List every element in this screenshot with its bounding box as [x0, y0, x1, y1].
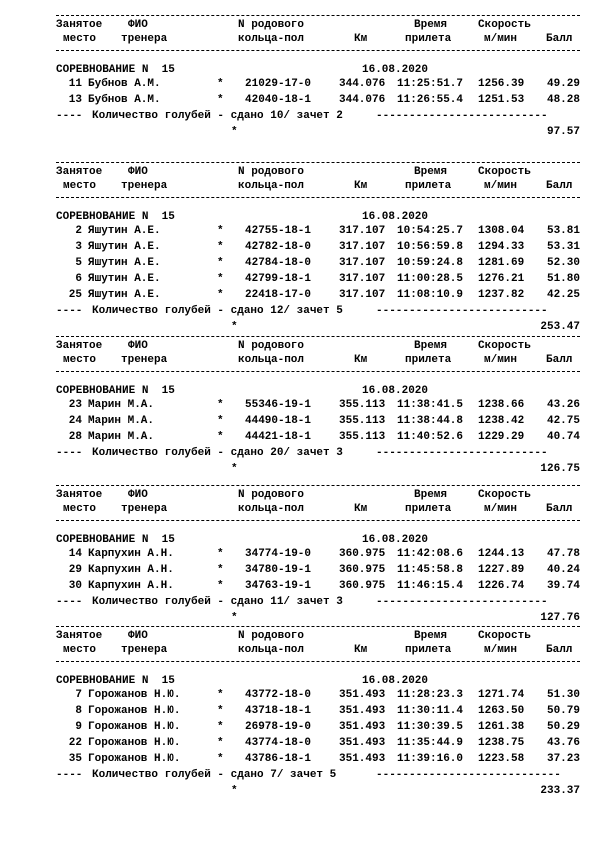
bird-mark: * [217, 241, 224, 253]
header-name-2: тренера [121, 354, 168, 366]
header-km: Км [354, 354, 368, 366]
top-rule [56, 626, 580, 627]
header-speed: Скорость [478, 630, 531, 642]
bird-row [0, 547, 600, 561]
bird-place: 5 [75, 257, 82, 269]
bird-ring: 42799-18-1 [245, 273, 312, 285]
summary-text: Количество голубей - сдано 7/ зачет 5 [92, 769, 337, 781]
header-ring-2: кольца-пол [238, 503, 305, 515]
bird-score: 50.29 [546, 721, 580, 733]
bird-name: Горожанов Н.Ю. [88, 721, 181, 733]
bird-row [0, 704, 600, 718]
bird-ring: 34780-19-1 [245, 564, 312, 576]
competition-row [0, 533, 600, 547]
bird-speed: 1261.38 [478, 721, 525, 733]
header-score: Балл [546, 503, 573, 515]
total-score: 127.76 [540, 612, 580, 624]
header-km: Км [354, 180, 368, 192]
bird-mark: * [217, 705, 224, 717]
summary-fill: -------------------------- [376, 447, 548, 459]
bird-name: Бубнов А.М. [88, 94, 161, 106]
header-speed-2: м/мин [484, 33, 518, 45]
bird-place: 13 [68, 94, 82, 106]
total-mark: * [231, 321, 238, 333]
header-rule [56, 520, 580, 521]
bird-km: 344.076 [339, 94, 386, 106]
header-name-2: тренера [121, 503, 168, 515]
bird-ring: 42784-18-0 [245, 257, 312, 269]
header-ring: N родового [238, 630, 305, 642]
header-time: Время [414, 166, 448, 178]
bird-score: 52.30 [546, 257, 580, 269]
bird-km: 317.107 [339, 257, 386, 269]
bird-time: 11:25:51.7 [397, 78, 464, 90]
header-row-1 [0, 339, 600, 353]
bird-time: 11:08:10.9 [397, 289, 464, 301]
bird-name: Горожанов Н.Ю. [88, 737, 181, 749]
bird-name: Горожанов Н.Ю. [88, 753, 181, 765]
bird-score: 40.74 [546, 431, 580, 443]
bird-row [0, 563, 600, 577]
header-speed: Скорость [478, 19, 531, 31]
bird-ring: 44490-18-1 [245, 415, 312, 427]
bird-km: 360.975 [339, 564, 386, 576]
bird-score: 53.31 [546, 241, 580, 253]
header-name: ФИО [128, 489, 148, 501]
competition-row [0, 674, 600, 688]
bird-place: 8 [75, 705, 82, 717]
bird-score: 51.80 [546, 273, 580, 285]
top-rule [56, 485, 580, 486]
header-ring: N родового [238, 340, 305, 352]
summary-fill: -------------------------- [376, 110, 548, 122]
total-row [0, 320, 600, 334]
bird-place: 25 [68, 289, 82, 301]
bird-name: Горожанов Н.Ю. [88, 705, 181, 717]
header-time: Время [414, 19, 448, 31]
bird-time: 11:40:52.6 [397, 431, 464, 443]
bird-time: 11:30:39.5 [397, 721, 464, 733]
header-km: Км [354, 644, 368, 656]
bird-row [0, 240, 600, 254]
header-row-2 [0, 502, 600, 516]
bird-score: 43.76 [546, 737, 580, 749]
bird-km: 344.076 [339, 78, 386, 90]
bird-speed: 1251.53 [478, 94, 525, 106]
header-ring-2: кольца-пол [238, 644, 305, 656]
bird-name: Карпухин А.Н. [88, 580, 174, 592]
summary-row [0, 768, 600, 782]
bird-name: Яшутин А.Е. [88, 241, 161, 253]
bird-ring: 34763-19-1 [245, 580, 312, 592]
top-rule [56, 336, 580, 337]
bird-score: 47.78 [546, 548, 580, 560]
bird-time: 11:35:44.9 [397, 737, 464, 749]
bird-mark: * [217, 257, 224, 269]
summary-text: Количество голубей - сдано 11/ зачет 3 [92, 596, 343, 608]
bird-score: 42.75 [546, 415, 580, 427]
bird-mark: * [217, 753, 224, 765]
bird-speed: 1238.66 [478, 399, 525, 411]
bird-time: 11:00:28.5 [397, 273, 464, 285]
bird-score: 49.29 [546, 78, 580, 90]
header-speed: Скорость [478, 166, 531, 178]
header-rule [56, 197, 580, 198]
summary-row [0, 595, 600, 609]
header-name-2: тренера [121, 33, 168, 45]
bird-score: 53.81 [546, 225, 580, 237]
bird-name: Карпухин А.Н. [88, 548, 174, 560]
bird-row [0, 752, 600, 766]
bird-km: 351.493 [339, 721, 386, 733]
bird-ring: 42040-18-1 [245, 94, 312, 106]
header-place: Занятое [56, 19, 103, 31]
competition-label: СОРЕВНОВАНИЕ N 15 [56, 675, 175, 687]
bird-ring: 34774-19-0 [245, 548, 312, 560]
header-row-1 [0, 488, 600, 502]
bird-row [0, 256, 600, 270]
bird-time: 10:56:59.8 [397, 241, 464, 253]
header-speed: Скорость [478, 340, 531, 352]
bird-ring: 21029-17-0 [245, 78, 312, 90]
header-row-2 [0, 32, 600, 46]
bird-ring: 22418-17-0 [245, 289, 312, 301]
competition-label: СОРЕВНОВАНИЕ N 15 [56, 385, 175, 397]
header-speed-2: м/мин [484, 644, 518, 656]
bird-km: 355.113 [339, 431, 386, 443]
total-row [0, 784, 600, 798]
header-place: Занятое [56, 489, 103, 501]
bird-score: 50.79 [546, 705, 580, 717]
header-time-2: прилета [405, 180, 452, 192]
bird-score: 42.25 [546, 289, 580, 301]
competition-date: 16.08.2020 [362, 64, 429, 76]
competition-label: СОРЕВНОВАНИЕ N 15 [56, 64, 175, 76]
total-score: 97.57 [546, 126, 580, 138]
bird-ring: 55346-19-1 [245, 399, 312, 411]
bird-row [0, 272, 600, 286]
bird-km: 351.493 [339, 737, 386, 749]
bird-speed: 1256.39 [478, 78, 525, 90]
bird-row [0, 720, 600, 734]
bird-place: 24 [68, 415, 82, 427]
total-mark: * [231, 126, 238, 138]
bird-score: 43.26 [546, 399, 580, 411]
header-score: Балл [546, 33, 573, 45]
bird-speed: 1276.21 [478, 273, 525, 285]
header-place: Занятое [56, 630, 103, 642]
bird-ring: 43774-18-0 [245, 737, 312, 749]
header-speed-2: м/мин [484, 180, 518, 192]
bird-mark: * [217, 289, 224, 301]
header-speed-2: м/мин [484, 354, 518, 366]
bird-mark: * [217, 721, 224, 733]
competition-date: 16.08.2020 [362, 385, 429, 397]
total-row [0, 462, 600, 476]
summary-row [0, 304, 600, 318]
summary-fill: ---------------------------- [376, 769, 561, 781]
bird-km: 317.107 [339, 289, 386, 301]
header-row-1 [0, 629, 600, 643]
header-rule [56, 661, 580, 662]
bird-row [0, 414, 600, 428]
header-row-2 [0, 643, 600, 657]
header-place-2: место [63, 180, 97, 192]
header-name: ФИО [128, 19, 148, 31]
header-km: Км [354, 503, 368, 515]
header-ring-2: кольца-пол [238, 33, 305, 45]
header-score: Балл [546, 354, 573, 366]
top-rule [56, 162, 580, 163]
bird-mark: * [217, 548, 224, 560]
bird-ring: 43772-18-0 [245, 689, 312, 701]
header-score: Балл [546, 180, 573, 192]
bird-time: 10:54:25.7 [397, 225, 464, 237]
competition-row [0, 63, 600, 77]
header-speed: Скорость [478, 489, 531, 501]
header-time: Время [414, 489, 448, 501]
bird-place: 6 [75, 273, 82, 285]
header-name: ФИО [128, 630, 148, 642]
header-place: Занятое [56, 166, 103, 178]
competition-date: 16.08.2020 [362, 675, 429, 687]
bird-ring: 43718-18-1 [245, 705, 312, 717]
bird-ring: 44421-18-1 [245, 431, 312, 443]
header-rule [56, 50, 580, 51]
total-mark: * [231, 785, 238, 797]
bird-time: 11:42:08.6 [397, 548, 464, 560]
header-ring-2: кольца-пол [238, 354, 305, 366]
competition-date: 16.08.2020 [362, 211, 429, 223]
bird-mark: * [217, 737, 224, 749]
summary-prefix: ---- [56, 769, 83, 781]
header-name-2: тренера [121, 180, 168, 192]
bird-name: Яшутин А.Е. [88, 225, 161, 237]
bird-name: Горожанов Н.Ю. [88, 689, 181, 701]
competition-row [0, 210, 600, 224]
bird-time: 11:46:15.4 [397, 580, 464, 592]
header-place-2: место [63, 644, 97, 656]
bird-mark: * [217, 580, 224, 592]
bird-speed: 1238.75 [478, 737, 525, 749]
bird-place: 28 [68, 431, 82, 443]
header-place-2: место [63, 354, 97, 366]
bird-row [0, 430, 600, 444]
header-name: ФИО [128, 166, 148, 178]
bird-place: 29 [68, 564, 82, 576]
header-place: Занятое [56, 340, 103, 352]
total-score: 253.47 [540, 321, 580, 333]
bird-row [0, 224, 600, 238]
header-ring: N родового [238, 166, 305, 178]
bird-mark: * [217, 273, 224, 285]
bird-mark: * [217, 225, 224, 237]
total-row [0, 611, 600, 625]
summary-row [0, 446, 600, 460]
bird-score: 51.30 [546, 689, 580, 701]
bird-ring: 26978-19-0 [245, 721, 312, 733]
bird-place: 9 [75, 721, 82, 733]
bird-place: 14 [68, 548, 82, 560]
competition-label: СОРЕВНОВАНИЕ N 15 [56, 534, 175, 546]
bird-time: 11:45:58.8 [397, 564, 464, 576]
bird-speed: 1223.58 [478, 753, 525, 765]
bird-km: 317.107 [339, 225, 386, 237]
total-score: 233.37 [540, 785, 580, 797]
bird-row [0, 77, 600, 91]
bird-time: 11:28:23.3 [397, 689, 464, 701]
header-time: Время [414, 630, 448, 642]
header-time-2: прилета [405, 503, 452, 515]
bird-mark: * [217, 431, 224, 443]
bird-km: 360.975 [339, 548, 386, 560]
bird-place: 11 [68, 78, 82, 90]
bird-score: 37.23 [546, 753, 580, 765]
bird-row [0, 736, 600, 750]
bird-km: 355.113 [339, 415, 386, 427]
summary-text: Количество голубей - сдано 10/ зачет 2 [92, 110, 343, 122]
header-name: ФИО [128, 340, 148, 352]
header-row-2 [0, 179, 600, 193]
header-time: Время [414, 340, 448, 352]
header-name-2: тренера [121, 644, 168, 656]
bird-row [0, 93, 600, 107]
bird-mark: * [217, 564, 224, 576]
bird-speed: 1281.69 [478, 257, 525, 269]
summary-row [0, 109, 600, 123]
header-row-1 [0, 165, 600, 179]
bird-row [0, 398, 600, 412]
bird-ring: 42782-18-0 [245, 241, 312, 253]
total-row [0, 125, 600, 139]
header-row-2 [0, 353, 600, 367]
bird-score: 39.74 [546, 580, 580, 592]
bird-name: Яшутин А.Е. [88, 257, 161, 269]
bird-name: Карпухин А.Н. [88, 564, 174, 576]
header-row-1 [0, 18, 600, 32]
bird-speed: 1294.33 [478, 241, 525, 253]
bird-km: 351.493 [339, 753, 386, 765]
summary-text: Количество голубей - сдано 12/ зачет 5 [92, 305, 343, 317]
header-place-2: место [63, 503, 97, 515]
bird-name: Яшутин А.Е. [88, 289, 161, 301]
bird-row [0, 688, 600, 702]
bird-time: 11:39:16.0 [397, 753, 464, 765]
bird-place: 7 [75, 689, 82, 701]
bird-row [0, 288, 600, 302]
header-ring-2: кольца-пол [238, 180, 305, 192]
header-time-2: прилета [405, 33, 452, 45]
bird-time: 11:38:44.8 [397, 415, 464, 427]
bird-ring: 42755-18-1 [245, 225, 312, 237]
bird-name: Бубнов А.М. [88, 78, 161, 90]
bird-speed: 1226.74 [478, 580, 525, 592]
bird-speed: 1263.50 [478, 705, 525, 717]
bird-mark: * [217, 415, 224, 427]
header-score: Балл [546, 644, 573, 656]
bird-mark: * [217, 399, 224, 411]
bird-row [0, 579, 600, 593]
bird-place: 23 [68, 399, 82, 411]
bird-name: Марин М.А. [88, 399, 155, 411]
summary-prefix: ---- [56, 596, 83, 608]
header-place-2: место [63, 33, 97, 45]
total-score: 126.75 [540, 463, 580, 475]
bird-km: 360.975 [339, 580, 386, 592]
header-speed-2: м/мин [484, 503, 518, 515]
bird-km: 351.493 [339, 705, 386, 717]
bird-km: 355.113 [339, 399, 386, 411]
bird-speed: 1227.89 [478, 564, 525, 576]
header-time-2: прилета [405, 644, 452, 656]
total-mark: * [231, 612, 238, 624]
summary-prefix: ---- [56, 305, 83, 317]
bird-score: 40.24 [546, 564, 580, 576]
competition-row [0, 384, 600, 398]
summary-text: Количество голубей - сдано 20/ зачет 3 [92, 447, 343, 459]
bird-mark: * [217, 689, 224, 701]
bird-mark: * [217, 94, 224, 106]
header-time-2: прилета [405, 354, 452, 366]
header-rule [56, 371, 580, 372]
bird-time: 11:38:41.5 [397, 399, 464, 411]
bird-km: 317.107 [339, 273, 386, 285]
bird-place: 3 [75, 241, 82, 253]
bird-place: 2 [75, 225, 82, 237]
competition-date: 16.08.2020 [362, 534, 429, 546]
bird-name: Марин М.А. [88, 415, 155, 427]
bird-time: 10:59:24.8 [397, 257, 464, 269]
bird-km: 351.493 [339, 689, 386, 701]
bird-km: 317.107 [339, 241, 386, 253]
summary-fill: -------------------------- [376, 305, 548, 317]
total-mark: * [231, 463, 238, 475]
bird-place: 30 [68, 580, 82, 592]
top-rule [56, 15, 580, 16]
summary-prefix: ---- [56, 110, 83, 122]
header-ring: N родового [238, 19, 305, 31]
bird-place: 22 [68, 737, 82, 749]
summary-fill: -------------------------- [376, 596, 548, 608]
bird-ring: 43786-18-1 [245, 753, 312, 765]
bird-place: 35 [68, 753, 82, 765]
summary-prefix: ---- [56, 447, 83, 459]
bird-mark: * [217, 78, 224, 90]
bird-speed: 1237.82 [478, 289, 525, 301]
bird-score: 48.28 [546, 94, 580, 106]
competition-label: СОРЕВНОВАНИЕ N 15 [56, 211, 175, 223]
bird-speed: 1308.04 [478, 225, 525, 237]
bird-speed: 1244.13 [478, 548, 525, 560]
bird-name: Марин М.А. [88, 431, 155, 443]
bird-time: 11:26:55.4 [397, 94, 464, 106]
bird-name: Яшутин А.Е. [88, 273, 161, 285]
bird-speed: 1238.42 [478, 415, 525, 427]
header-km: Км [354, 33, 368, 45]
bird-speed: 1229.29 [478, 431, 525, 443]
bird-speed: 1271.74 [478, 689, 525, 701]
header-ring: N родового [238, 489, 305, 501]
bird-time: 11:30:11.4 [397, 705, 464, 717]
